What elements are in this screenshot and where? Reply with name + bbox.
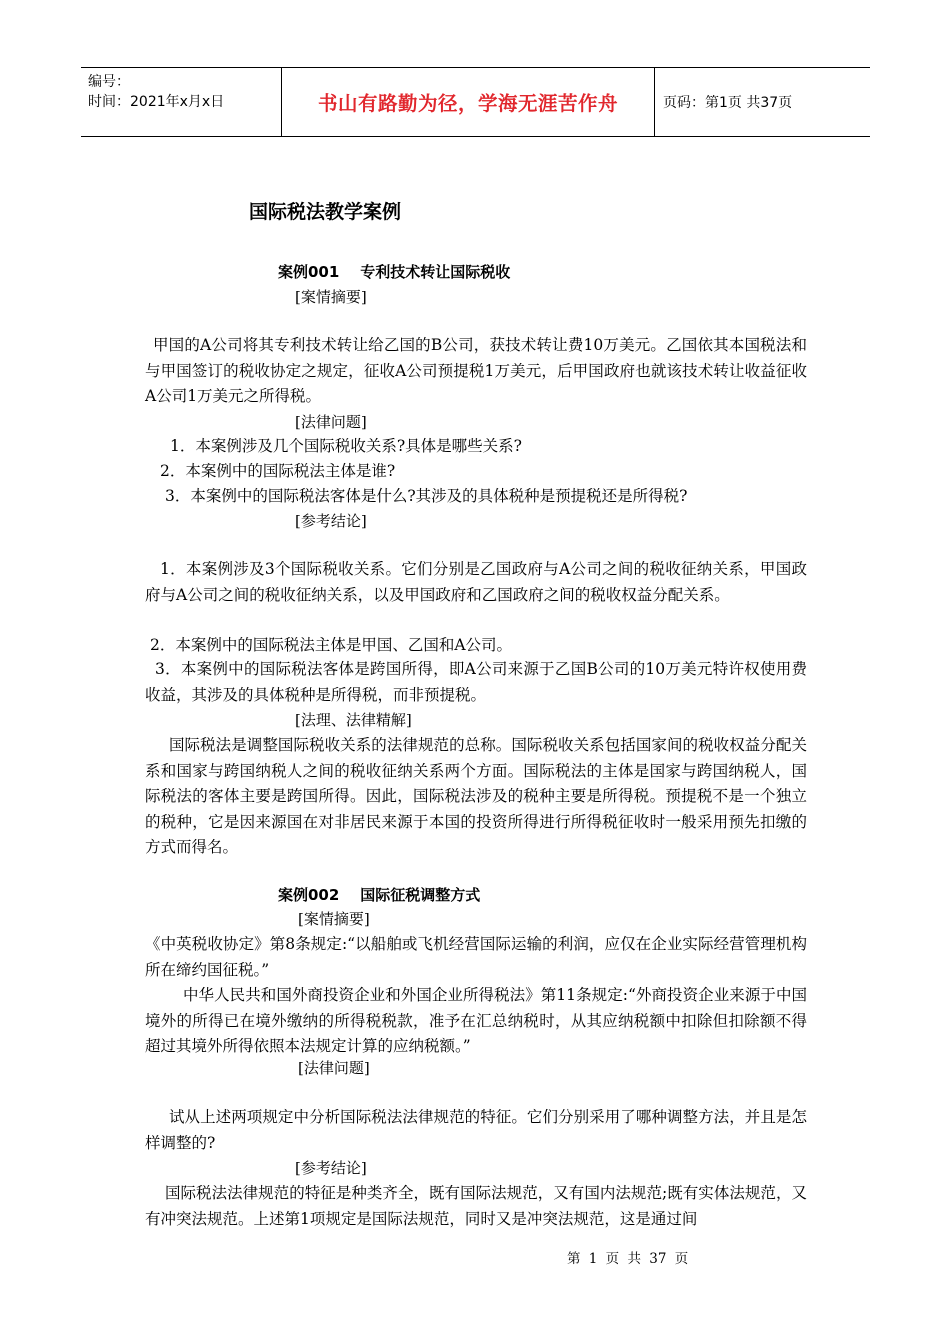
case2-conclusion: 国际税法法律规范的特征是种类齐全，既有国际法规范，又有国内法规范;既有实体法规范，又有冲突法规范。上述第1项规定是国际法规范，同时又是冲突法规范，这是通过间: [145, 1184, 807, 1228]
time-label: 时间：2021年x月x日: [88, 94, 225, 110]
case1-analysis: 国际税法是调整国际税收关系的法律规范的总称。国际税收关系包括国家间的税收权益分配关系和国家与跨国纳税人之间的税收征纳关系两个方面。国际税法的主体是国家与跨国纳税人，国际税法的客体主要是跨国所得。因此，国际税法涉及的税种主要是所得税。预提税不是一个独立的税种，它是因来源国在对非居民来源于本国的投资所得进行所得税征收时一般采用预先扣缴的方式而得名。: [145, 736, 807, 856]
case2-summary-label: [案情摘要]: [298, 910, 370, 928]
case1-conclusion-3: 3．本案例中的国际税法客体是跨国所得，即A公司来源于乙国B公司的10万美元特许权使用费收益，其涉及的具体税种是所得税，而非预提税。: [145, 660, 807, 704]
case1-question-1: 1．本案例涉及几个国际税收关系?具体是哪些关系?: [170, 437, 522, 455]
case2-summary-1: 《中英税收协定》第8条规定:“以船舶或飞机经营国际运输的利润，应仅在企业实际经营管理机构所在缔约国征税。”: [145, 935, 807, 979]
header-table: [81, 67, 870, 137]
case1-title: 案例001 专利技术转让国际税收: [278, 263, 511, 281]
header-meta-cell: [81, 68, 282, 136]
document-title: 国际税法教学案例: [249, 201, 402, 223]
case1-question-3: 3．本案例中的国际税法客体是什么?其涉及的具体税种是预提税还是所得税?: [165, 487, 688, 505]
case2-summary-2: 中华人民共和国外商投资企业和外国企业所得税法》第11条规定:“外商投资企业来源于中国境外的所得已在境外缴纳的所得税税款，准予在汇总纳税时，从其应纳税额中扣除但扣除额不得超过其境外所得依照本法规定计算的应纳税额。”: [145, 986, 807, 1055]
case1-conclusion-label: [参考结论]: [295, 512, 367, 530]
case2-title: 案例002 国际征税调整方式: [278, 886, 481, 904]
case1-question-label: [法律问题]: [295, 413, 367, 431]
case1-conclusion-2: 2．本案例中的国际税法主体是甲国、乙国和A公司。: [150, 636, 513, 654]
case1-summary-label: [案情摘要]: [295, 288, 367, 306]
case2-question-label: [法律问题]: [298, 1059, 370, 1077]
case2-question: 试从上述两项规定中分析国际税法法律规范的特征。它们分别采用了哪种调整方法，并且是怎样调整的?: [145, 1108, 807, 1152]
case1-analysis-label: [法理、法律精解]: [295, 711, 412, 729]
case2-conclusion-label: [参考结论]: [295, 1159, 367, 1177]
case1-summary: 甲国的A公司将其专利技术转让给乙国的B公司，获技术转让费10万美元。乙国依其本国税法和与甲国签订的税收协定之规定，征收A公司预提税1万美元，后甲国政府也就该技术转让收益征收A公司1万美元之所得税。: [145, 336, 807, 405]
case1-conclusion-1: 1．本案例涉及3个国际税收关系。它们分别是乙国政府与A公司之间的税收征纳关系，甲国政府与A公司之间的税收征纳关系，以及甲国政府和乙国政府之间的税收权益分配关系。: [145, 560, 807, 604]
page-footer: 第 1 页 共 37 页: [567, 1251, 689, 1267]
number-label: 编号：: [88, 74, 130, 90]
header-page-info: 页码：第1页 共37页: [663, 95, 793, 111]
case1-question-2: 2．本案例中的国际税法主体是谁?: [160, 462, 396, 480]
header-motto: 书山有路勤为径，学海无涯苦作舟: [282, 68, 655, 136]
